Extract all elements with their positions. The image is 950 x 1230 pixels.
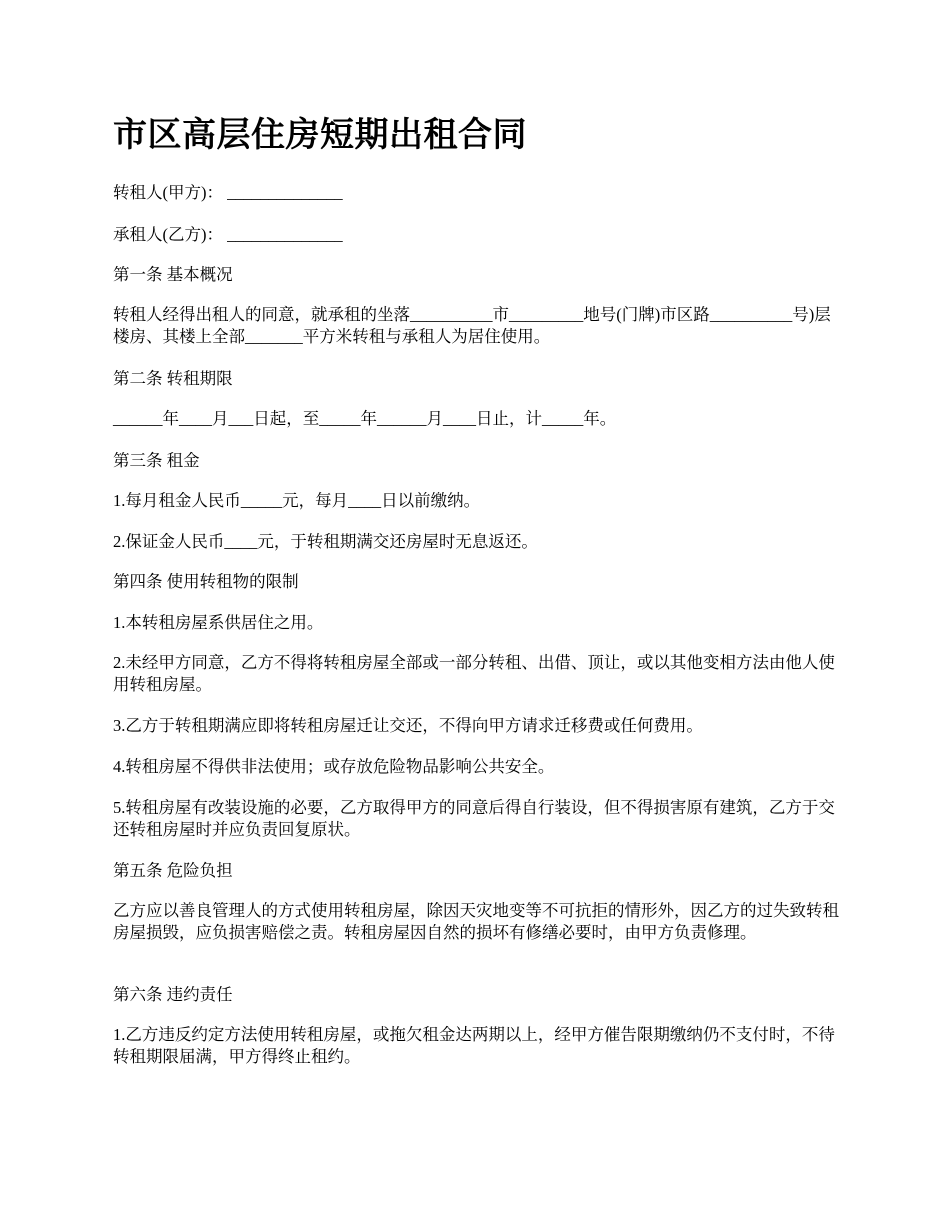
article-1-body: 转租人经得出租人的同意，就承租的坐落__________市_________地号(门牌)市区路__________号)层楼房、其楼上全部_______平方米转租与承租人为居住使用。 xyxy=(113,305,831,346)
article-4-heading: 第四条 使用转租物的限制 xyxy=(113,572,299,591)
article-3-heading: 第三条 租金 xyxy=(113,451,200,470)
article-3-item-1: 1.每月租金人民币_____元，每月____日以前缴纳。 xyxy=(113,491,481,510)
party-a-line: 转租人(甲方)： ______________ xyxy=(113,183,343,202)
article-4-item-1: 1.本转租房屋系供居住之用。 xyxy=(113,613,324,632)
article-4-item-5: 5.转租房屋有改装设施的必要，乙方取得甲方的同意后得自行装设，但不得损害原有建筑，乙方于交还转租房屋时并应负责回复原状。 xyxy=(113,798,835,839)
article-1-heading: 第一条 基本概况 xyxy=(113,265,233,284)
article-6-heading: 第六条 违约责任 xyxy=(113,985,233,1004)
article-4-item-3: 3.乙方于转租期满应即将转租房屋迁让交还，不得向甲方请求迁移费或任何费用。 xyxy=(113,716,703,735)
article-5-body: 乙方应以善良管理人的方式使用转租房屋，除因天灾地变等不可抗拒的情形外，因乙方的过失致转租房屋损毁，应负损害赔偿之责。转租房屋因自然的损坏有修缮必要时，由甲方负责修理。 xyxy=(113,901,839,942)
article-5-heading: 第五条 危险负担 xyxy=(113,861,233,880)
document-title: 市区高层住房短期出租合同 xyxy=(113,117,527,154)
party-b-line: 承租人(乙方)： ______________ xyxy=(113,225,343,244)
article-2-body: ______年____月___日起，至_____年______月____日止，计_____年。 xyxy=(113,409,617,428)
article-4-item-2: 2.未经甲方同意，乙方不得将转租房屋全部或一部分转租、出借、顶让，或以其他变相方法由他人使用转租房屋。 xyxy=(113,653,835,694)
article-6-item-1: 1.乙方违反约定方法使用转租房屋，或拖欠租金达两期以上，经甲方催告限期缴纳仍不支付时，不待转租期限届满，甲方得终止租约。 xyxy=(113,1025,835,1066)
article-3-item-2: 2.保证金人民币____元，于转租期满交还房屋时无息返还。 xyxy=(113,532,538,551)
article-4-item-4: 4.转租房屋不得供非法使用；或存放危险物品影响公共安全。 xyxy=(113,757,555,776)
article-2-heading: 第二条 转租期限 xyxy=(113,369,233,388)
